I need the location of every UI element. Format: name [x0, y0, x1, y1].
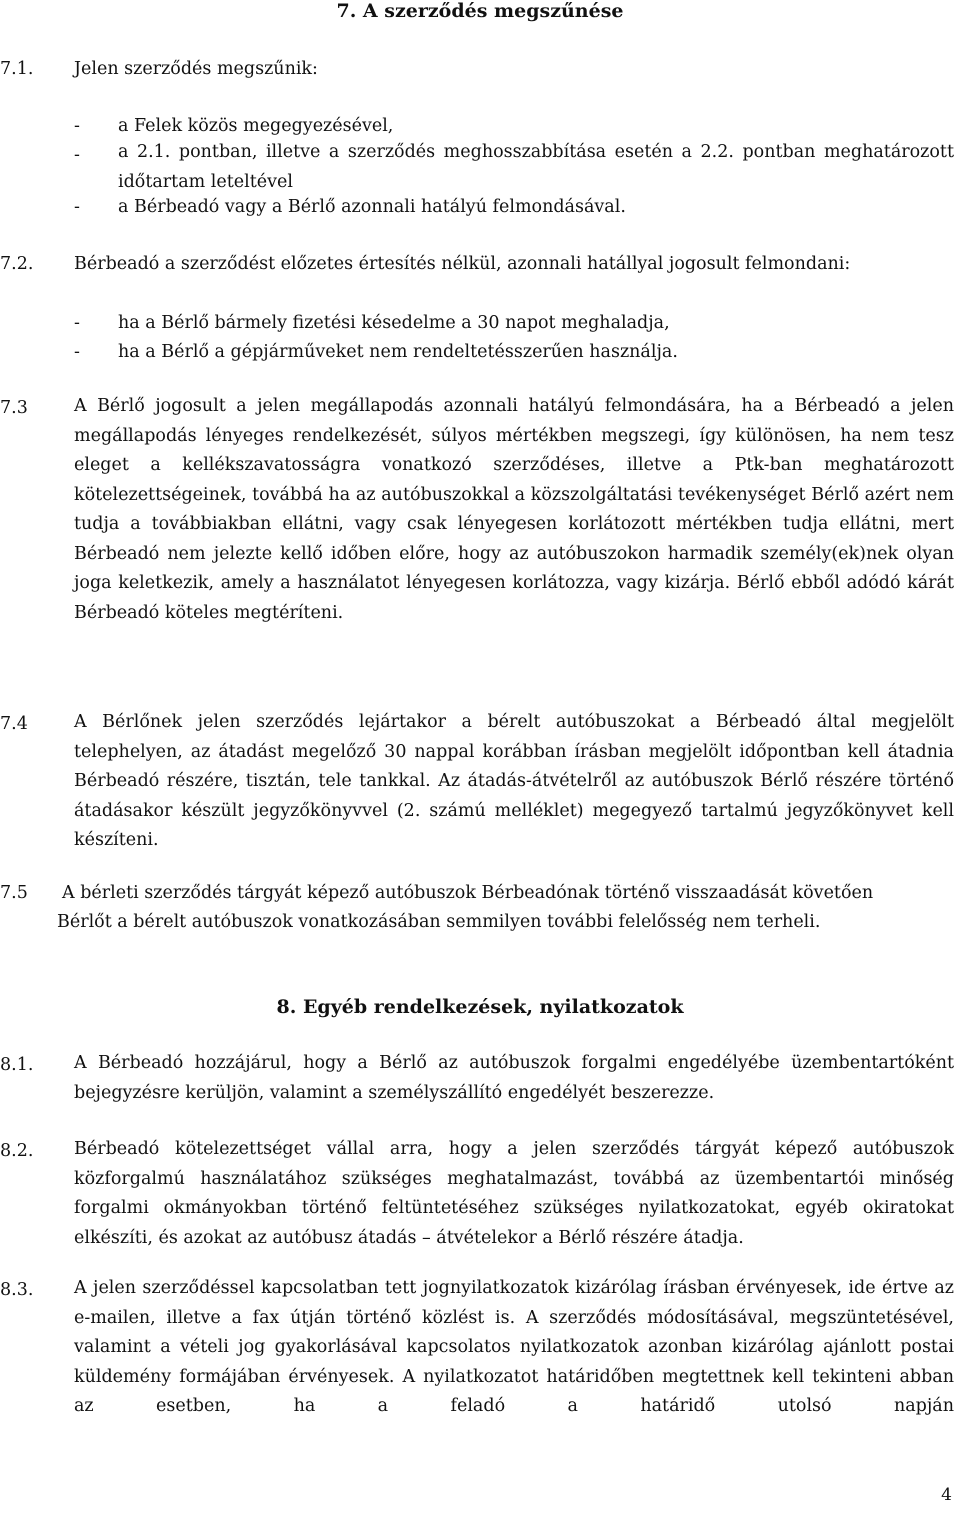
list-dash: -: [74, 145, 80, 165]
clause-7-4-text: A Bérlőnek jelen szerződés lejártakor a bérelt autóbuszokat a Bérbeadó által megjelölt telephelyen, az átadást megelőző 30 nappal korábban írásban megjelölt időpontban kell átadnia Bérbeadó részére, tisztán, tele tankkal. Az átadás-átvételről az autóbuszok Bérlő részére történő átadásakor készült jegyzőkönyvvel (2. számú melléklet) megegyező tartalmú jegyzőkönyvet kell készíteni.: [74, 712, 954, 850]
list-dash: -: [74, 116, 80, 136]
clause-8-2-number: 8.2.: [0, 1141, 34, 1161]
clause-7-5-text-first: A bérleti szerződés tárgyát képező autóbuszok Bérbeadónak történő visszaadását követően: [62, 883, 874, 903]
clause-7-3-number: 7.3: [0, 398, 28, 418]
clause-7-1-number: 7.1.: [0, 59, 34, 79]
clause-8-1-number: 8.1.: [0, 1055, 34, 1075]
page-number: 4: [941, 1485, 952, 1505]
section-8-heading: 8. Egyéb rendelkezések, nyilatkozatok: [276, 996, 684, 1018]
clause-8-3-text: A jelen szerződéssel kapcsolatban tett jognyilatkozatok kizárólag írásban érvényesek, ide értve az e-mailen, illetve a fax útján történő közlést is. A szerződés módosításával, megszüntetésével, valamint a vételi jog gyakorlásával kapcsolatos nyilatkozatok azonban kizárólag ajánlott postai küldemény formájában érvényesek. A nyilatkozatot határidőben megtettnek kell tekinteni abban az esetben, ha a feladó a határidő utolsó napján: [74, 1278, 954, 1416]
clause-8-3-number: 8.3.: [0, 1280, 34, 1300]
clause-7-5-number: 7.5: [0, 883, 28, 903]
clause-7-1-item: a Felek közös megegyezésével,: [118, 116, 394, 136]
list-dash: -: [74, 342, 80, 362]
section-7-heading: 7. A szerződés megszűnése: [336, 0, 624, 22]
clause-7-2-item: ha a Bérlő a gépjárműveket nem rendeltetésszerűen használja.: [118, 342, 678, 362]
list-dash: -: [74, 313, 80, 333]
clause-7-2-item: ha a Bérlő bármely fizetési késedelme a 30 napot meghaladja,: [118, 313, 670, 333]
list-dash: -: [74, 197, 80, 217]
clause-7-3-text: A Bérlő jogosult a jelen megállapodás azonnali hatályú felmondására, ha a Bérbeadó a jelen megállapodás lényeges rendelkezését, súlyos mértékben megszegi, így különösen, ha nem tesz eleget a kellékszavatosságra vonatkozó szerződéses, illetve a Ptk-ban meghatározott kötelezettségeinek, továbbá ha az autóbuszokkal a közszolgáltatási tevékenységet Bérlő azért nem tudja a továbbiakban ellátni, vagy csak lényegesen korlátozott mértékben tudja ellátni, mert Bérbeadó nem jelezte kellő időben előre, hogy az autóbuszokon harmadik személy(ek)nek olyan joga keletkezik, amely a használatot lényegesen korlátozza, vagy kizárja. Bérlő ebből adódó kárát Bérbeadó köteles megtéríteni.: [74, 396, 954, 623]
clause-7-1-text: Jelen szerződés megszűnik:: [74, 59, 318, 79]
clause-7-2-number: 7.2.: [0, 254, 34, 274]
clause-8-1-text: A Bérbeadó hozzájárul, hogy a Bérlő az autóbuszok forgalmi engedélyébe üzembentartóként bejegyzésre kerüljön, valamint a személyszállító engedélyét beszerezze.: [74, 1053, 954, 1103]
clause-7-1-item: a Bérbeadó vagy a Bérlő azonnali hatályú felmondásával.: [118, 197, 626, 217]
clause-7-5-text-rest: Bérlőt a bérelt autóbuszok vonatkozásában semmilyen további felelősség nem terheli.: [57, 912, 821, 932]
clause-7-2-text: Bérbeadó a szerződést előzetes értesítés nélkül, azonnali hatállyal jogosult felmondani:: [74, 254, 851, 274]
clause-8-2-text: Bérbeadó kötelezettséget vállal arra, hogy a jelen szerződés tárgyát képező autóbuszok közforgalmú használatához szükséges meghatalmazást, továbbá az üzembentartói minőség forgalmi okmányokban történő feltüntetéséhez szükséges nyilatkozatokat, egyéb okiratokat elkészíti, és azokat az autóbusz átadás – átvételekor a Bérlő részére átadja.: [74, 1139, 954, 1248]
clause-7-4-number: 7.4: [0, 714, 28, 734]
clause-7-1-item: a 2.1. pontban, illetve a szerződés meghosszabbítása esetén a 2.2. pontban meghatározott időtartam leteltével: [118, 142, 954, 192]
